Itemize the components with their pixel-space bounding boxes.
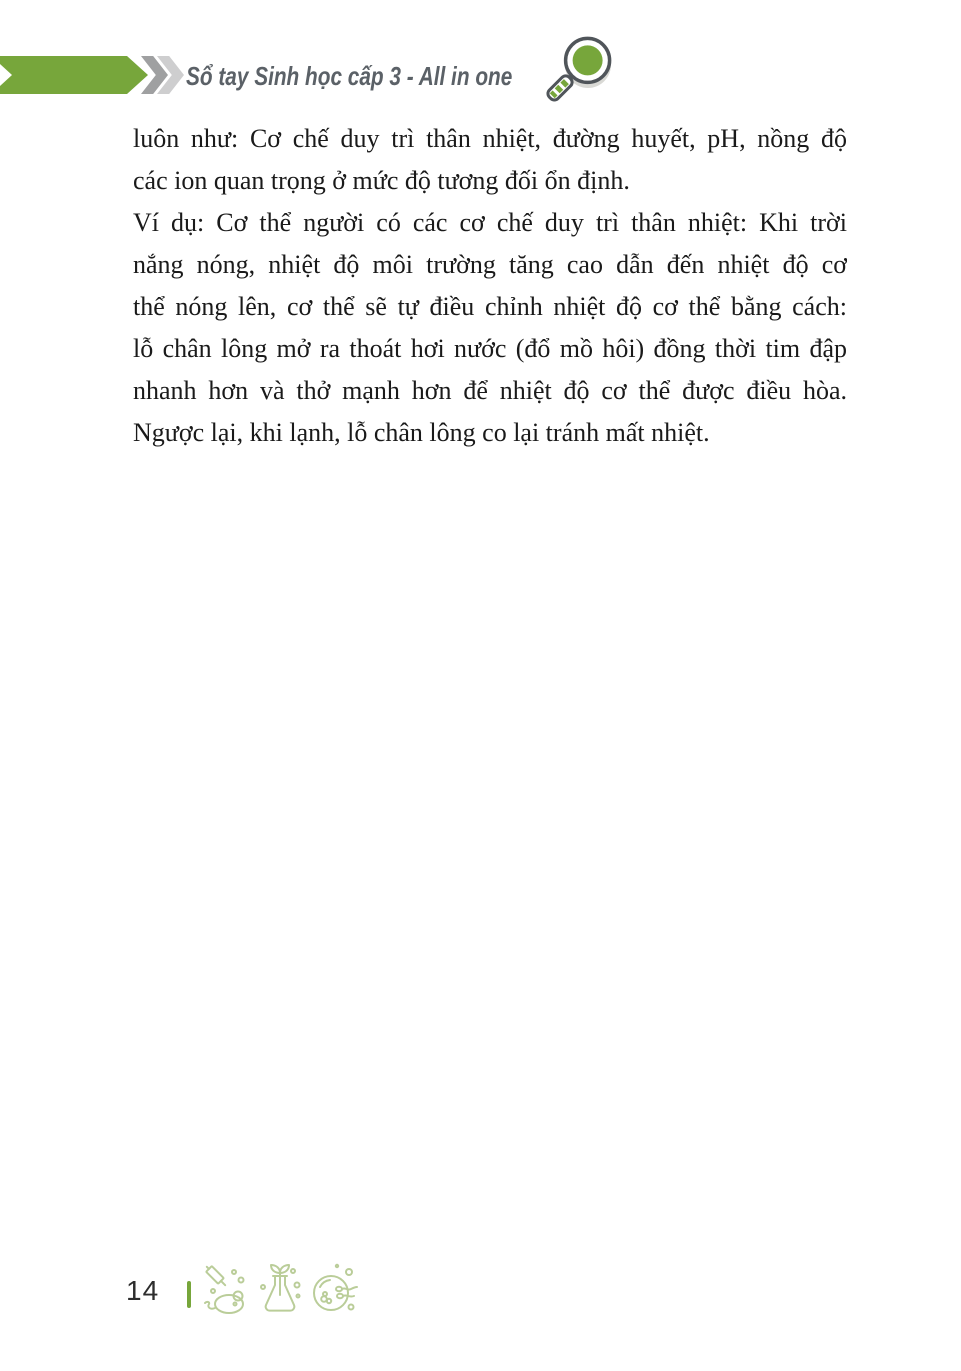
text-line: lỗ chân lông mở ra thoát hơi nước (đổ mồ hôi) đồng thời tim đập — [133, 334, 847, 363]
book-title: Sổ tay Sinh học cấp 3 - All in one — [186, 61, 513, 91]
header-banner — [0, 56, 148, 94]
magnifier-icon — [534, 26, 620, 118]
lab-mouse-syringe-icon — [201, 1263, 251, 1317]
text-line: nhanh hơn và thở mạnh hơn để nhiệt độ cơ thể được điều hòa. — [133, 376, 847, 405]
text-line: thể nóng lên, cơ thể sẽ tự điều chỉnh nhiệt độ cơ thể bằng cách: — [133, 292, 847, 321]
footer-divider — [187, 1281, 191, 1308]
text-line: Ngược lại, khi lạnh, lỗ chân lông co lại tránh mất nhiệt. — [133, 418, 710, 447]
footer-icons — [201, 1263, 361, 1317]
flask-plant-icon — [257, 1263, 303, 1317]
text-line: các ion quan trọng ở mức độ tương đối ổn định. — [133, 166, 630, 195]
text-line: nắng nóng, nhiệt độ môi trường tăng cao dẫn đến nhiệt độ cơ — [133, 250, 847, 279]
page-number: 14 — [126, 1275, 160, 1306]
text-line: Ví dụ: Cơ thể người có các cơ chế duy trì thân nhiệt: Khi trời — [133, 208, 847, 237]
text-line: luôn như: Cơ chế duy trì thân nhiệt, đường huyết, pH, nồng độ — [133, 124, 847, 153]
egg-fertilization-icon — [309, 1263, 361, 1317]
body-text — [133, 118, 847, 454]
